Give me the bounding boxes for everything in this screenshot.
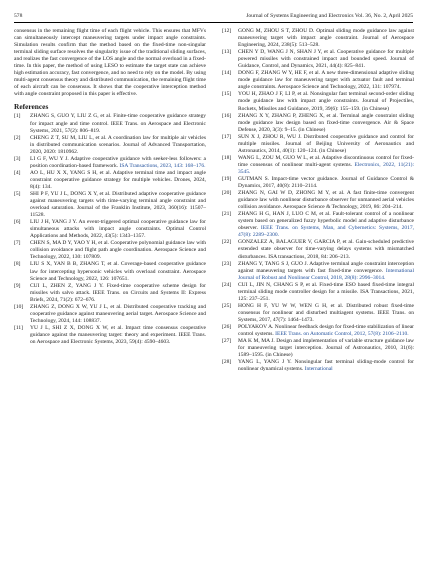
reference-text: ZHANG Z, DONG X W, YU J L, et al. Distributed cooperative tracking and cooperative guidance against maneuvering aerial target. Aerospace Science and Technology, 2024, 144: 108837. [30, 303, 206, 324]
reference-number: [21] [222, 211, 232, 218]
reference-item [222, 324, 414, 338]
reference-text: CHEN Y D, WANG J N, SHAN J Y, et al. Cooperative guidance for multiple powered missiles with constrained impact and bounded speed. Journal of Guidance, Control, and Dynamics, 2021, 44(4): 825–841. [238, 49, 414, 70]
reference-text: LIU J H, YANG J Y. An event-triggered optimal cooperative guidance law for simultaneous attacks with impact angle constraints. Optimal Control Applications and Methods, 2022, 43(5): 1343–1357. [30, 219, 206, 240]
reference-list-right [222, 28, 414, 373]
reference-text: HONG H F, YU W W, WEN G H, et al. Distributed robust fixed-time consensus for nonlinear and disturbed multiagent systems. IEEE Trans. on Systems, 2017, 47(7): 1464–1473. [238, 302, 414, 323]
reference-link[interactable]: Electronics, 2022, 11(21): 3545. [238, 161, 415, 175]
reference-text: ZHANG N, GAI W D, ZHONG M Y, et al. A fast finite-time convergent guidance law with nonlinear disturbance observer for unmanned aerial vehicles collision avoidance. Aerospace Science & Technology, 2019, 86: 204–214. [238, 190, 414, 211]
reference-number: [18] [222, 154, 232, 161]
reference-text: ZHANG Y, TANG S J, GUO J. Adaptive terminal angle constraint interception against maneuvering targets with fast fixed-time convergence. [238, 260, 414, 274]
left-column [14, 28, 206, 346]
reference-number: [24] [222, 281, 232, 288]
reference-number: [9] [14, 282, 21, 289]
reference-number: [12] [222, 28, 232, 34]
reference-list-left [14, 113, 206, 346]
reference-text: CHEN S, MA D Y, YAO Y H, et al. Cooperative polynomial guidance law with collision avoidance and flight path angle coordination. Aerospace Science and Technology, 2022, 130: 107809. [30, 240, 206, 261]
reference-number: [20] [222, 190, 232, 197]
reference-item [222, 49, 414, 70]
running-header [14, 10, 413, 23]
reference-item [14, 170, 206, 191]
reference-item [222, 190, 414, 211]
reference-number: [6] [14, 219, 21, 226]
reference-text: MA K M, MA J. Design and implementation of variable structure guidance law for maneuvering target interception. Journal of Astronautics, 2010, 31(6): 1589–1595. (in Chinese) [238, 338, 414, 359]
journal-title: Journal of Systems Engineering and Electronics Vol. 36, No. 2, April 2025 [246, 13, 413, 19]
reference-item [14, 325, 206, 346]
reference-number: [26] [222, 323, 232, 330]
reference-text: WANG L, ZOU M, GUO W L, et al. Adaptive discontinuous control for fixed-time consensus of nonlinear multi-agent systems. [238, 154, 414, 168]
reference-number: [27] [222, 338, 232, 345]
reference-item [14, 135, 206, 156]
reference-number: [15] [222, 91, 232, 98]
reference-text: ZHANG X Y, ZHANG P, ZHENG X, et al. Terminal angle constraint sliding mode guidance law design based on fixed-time convergence. Air & Space Defense, 2020, 3(3): 9–15. (in Chinese) [238, 112, 414, 133]
right-column [222, 28, 414, 373]
reference-text: POLYAKOV A. Nonlinear feedback design for fixed-time stabilization of linear control systems. [238, 323, 414, 338]
reference-number: [25] [222, 302, 232, 309]
reference-number: [19] [222, 175, 232, 182]
reference-text: ZHANG H G, HAN J, LUO C M, et al. Fault-tolerant control of a nonlinear system based on generalized fuzzy hyperbolic model and adaptive disturbance observer. [238, 211, 414, 232]
reference-link[interactable]: IEEE Trans. on Systems, Man, and Cybernetics: Systems, 2017, 47(8): 2289–2300. [238, 225, 414, 239]
reference-text: CHENG Z T, SU M, LIU L, et al. A coordination law for multiple air vehicles in distributed communication scenarios. Journal of Advanced Transportation, 2020, 2020: 1810962. [30, 134, 206, 155]
reference-text: AO L, HU X X, YANG S H, et al. Adaptive terminal time and impact angle constraint cooperative guidance strategy for multiple vehicles. Drones, 2024, 8(4): 134. [30, 169, 206, 190]
reference-text: YANG L, YANG J Y. Nonsingular fast terminal sliding-mode control for nonlinear dynamical systems. [238, 359, 414, 373]
reference-item [222, 282, 414, 303]
reference-link[interactable]: ISA Transactions, 2023, 143: 168–176. [119, 162, 206, 169]
reference-text: YU J L, SHI Z X, DONG X W, et al. Impact time consensus cooperative guidance against the maneuvering target: theory and experiment. IEEE Trans. on Aerospace and Electronic Systems, 2023, 59(4): 4590–4603. [30, 324, 206, 345]
reference-text: YOU H, ZHAO J F, LI P, et al. Nonsingular fast terminal second-order sliding mode guidance law with impact angle constraints. Journal of Projectiles, Rockets, Missiles and Guidance, 2019, 39(6): 155–159. (in Chinese) [238, 91, 414, 112]
reference-item [222, 134, 414, 155]
reference-text: LIU S X, YAN B B, ZHANG T, et al. Coverage-based cooperative guidance law for intercepting hypersonic vehicles with overload constraint. Aerospace Science and Technology, 2022, 126: 107651. [30, 261, 206, 282]
reference-text: SHI P F, YU J L, DONG X Y, et al. Distributed adaptive cooperative guidance against maneuvering targets with time-varying terminal angle constraint and overload saturation. Journal of the Franklin Institute, 2023, 360(16): 11507–11528. [30, 190, 206, 219]
reference-text: GONG M, ZHOU S T, ZHOU D. Optimal sliding mode guidance law against maneuvering target with impact angle constraint. Journal of Aerospace Engineering, 2024, 238(5): 513–528. [238, 28, 414, 49]
reference-text: LI G F, WU Y J. Adaptive cooperative guidance with seeker-less followers: a position coordination-based framework. [30, 155, 206, 169]
references-heading: References [14, 102, 49, 112]
reference-item [222, 211, 414, 239]
reference-text: ZHANG S, GUO Y, LIU Z G, et al. Finite-time cooperative guidance strategy for impact angle and time control. IEEE Trans. on Aerospace and Electronic Systems, 2021, 57(2): 806–819. [30, 113, 206, 134]
reference-text: DONG F, ZHANG W Y, HE F, et al. A new three-dimensional adaptive sliding mode guidance law for maneuvering target with actuator fault and terminal angle constraints. Aerospace Science and Technology, 2022, 131: 107974. [238, 70, 414, 91]
reference-number: [4] [14, 169, 21, 176]
reference-item [222, 70, 414, 91]
reference-item [14, 219, 206, 240]
reference-text: CUI L, JIN N, CHANG S P, et al. Fixed-time ESO based fixed-time integral terminal sliding mode controller design for a missile. ISA Transactions, 2021, 125: 237–251. [238, 281, 414, 302]
reference-item [222, 28, 414, 49]
conclusion-paragraph: consensus in the remaining flight time of each flight vehicle. This ensures that MFVs can simultaneously intercept maneuvering targets under impact angle constraints. Simulation results confirm that the method based on the fixed-time non-singular terminal sliding surface resolves the singularity issue of the traditional sliding surfaces, and realizes the fast convergence of the LOS angle and the normal overload in a fixed-time. In this paper, the method of using LESO to estimate the target state can achieve high estimation accuracy, fast convergence, and no need to rely on the model. By using multi-agent consensus theory and distributed communication, the remaining flight time of each aircraft can be consensus. It shows that the cooperative interception method with angle constraint proposed in this paper is effective. [14, 28, 206, 98]
reference-number: [14] [222, 70, 232, 77]
reference-item [222, 155, 414, 176]
reference-number: [17] [222, 133, 232, 140]
reference-item [222, 113, 414, 134]
reference-number: [23] [222, 260, 232, 267]
reference-item [14, 113, 206, 134]
reference-item [14, 191, 206, 219]
reference-item [14, 156, 206, 170]
reference-number: [7] [14, 240, 21, 247]
reference-item [222, 338, 414, 359]
reference-item [14, 261, 206, 282]
reference-number: [2] [14, 134, 21, 141]
reference-link[interactable]: IEEE Trans. on Automatic Control, 2012, 57(8): 2106–2110. [275, 331, 409, 338]
reference-text: CUI L, ZHEN Z, YANG J Y. Fixed-time cooperative scheme design for missiles with salvo attack. IEEE Trans. on Circuits and Systems II: Express Briefs, 2024, 71(2): 672–676. [30, 282, 206, 303]
reference-number: [1] [14, 113, 21, 120]
reference-text: GUTMAN S. Impact-time vector guidance. Journal of Guidance Control & Dynamics, 2017, 40(8): 2110–2114. [238, 175, 414, 190]
reference-number: [28] [222, 359, 232, 366]
reference-text: SUN X J, ZHOU R, WU J. Distributed cooperative guidance and control for multiple missiles. Journal of Beijing University of Aeronautics and Astronautics, 2014, 40(1): 120–124. (in Chinese) [238, 133, 414, 154]
reference-item [222, 239, 414, 260]
reference-number: [8] [14, 261, 21, 268]
page-number: 578 [14, 13, 23, 19]
reference-item [222, 359, 414, 373]
reference-number: [10] [14, 303, 24, 310]
reference-item [222, 303, 414, 324]
reference-item [222, 261, 414, 282]
reference-number: [22] [222, 239, 232, 246]
reference-number: [16] [222, 112, 232, 119]
reference-number: [11] [14, 324, 23, 331]
reference-item [222, 91, 414, 112]
reference-item [14, 240, 206, 261]
reference-number: [3] [14, 155, 21, 162]
reference-text: GONZALEZ A, BALAGUER V, GARCIA P, et al. Gain-scheduled predictive extended state observer for time-varying delays systems with mismatched disturbances. ISA transactions, 2018, 84: 206–213. [238, 239, 414, 260]
reference-number: [13] [222, 49, 232, 56]
reference-item [14, 283, 206, 304]
reference-link[interactable]: International Journal of Robust and Nonlinear Control, 2018, 28(8): 2996–3014. [238, 267, 414, 281]
reference-link[interactable]: International [304, 366, 333, 373]
reference-item [14, 304, 206, 325]
reference-item [222, 176, 414, 190]
reference-number: [5] [14, 190, 21, 197]
